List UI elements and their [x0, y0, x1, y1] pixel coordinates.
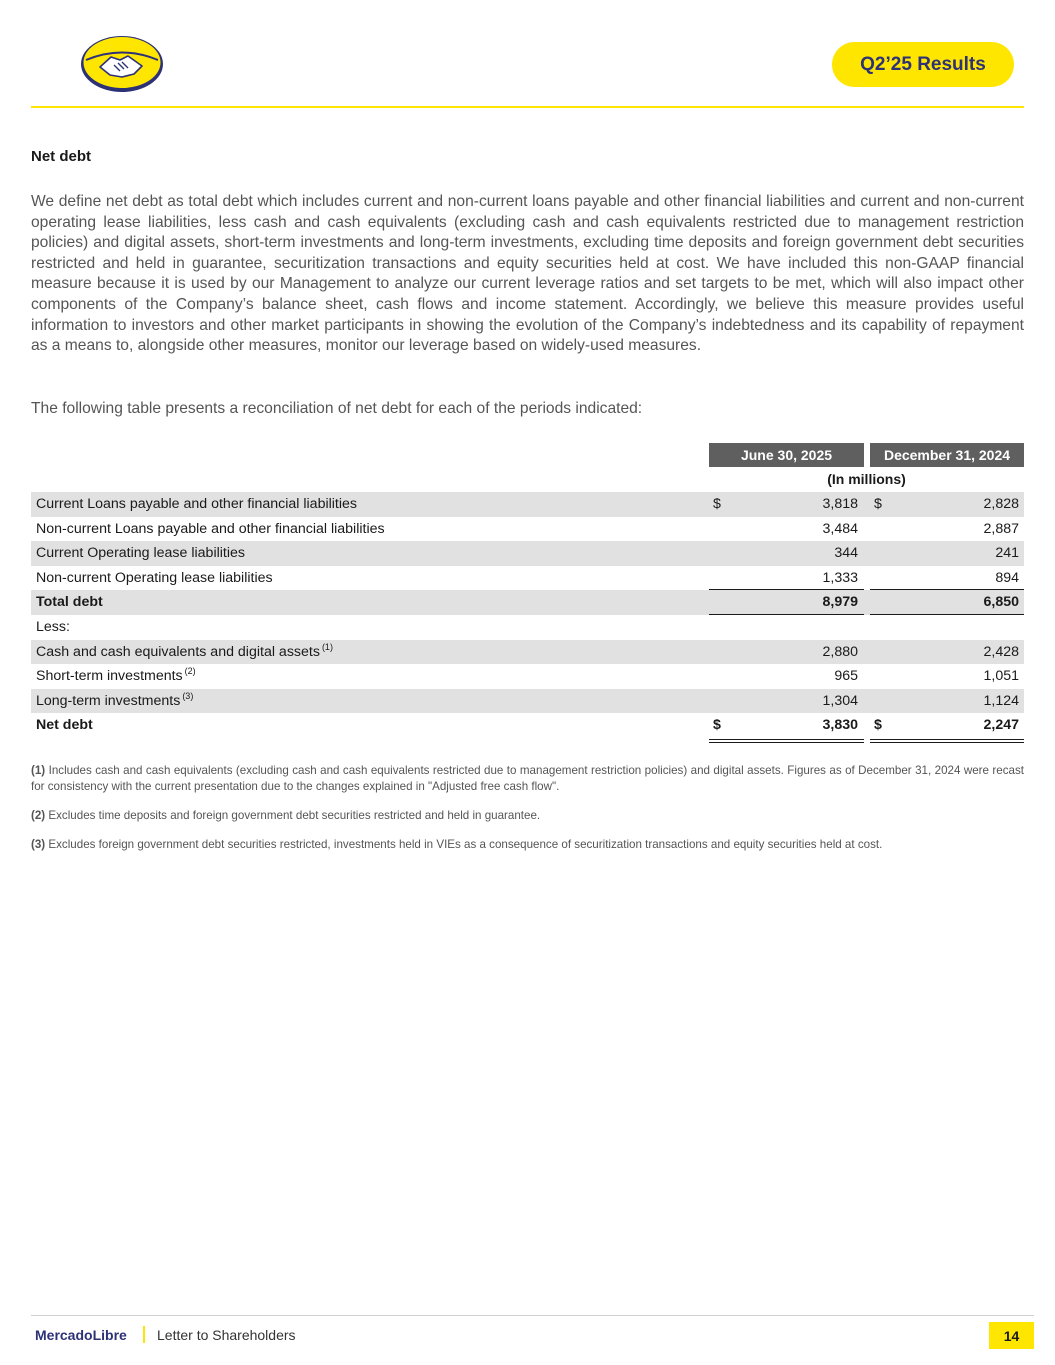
table-row — [31, 541, 1024, 566]
double-underline — [870, 742, 1024, 743]
header-divider — [31, 106, 1024, 108]
table-row — [31, 664, 1024, 689]
table-row — [31, 689, 1024, 714]
mercadolibre-logo-handshake-icon — [78, 33, 166, 95]
currency-symbol: $ — [713, 717, 721, 734]
value-june-2025: 2,880 — [822, 643, 858, 660]
row-label-text: Long-term investments — [36, 692, 181, 709]
double-underline — [709, 742, 864, 743]
value-june-2025: 3,484 — [822, 520, 858, 537]
value-june-2025: 8,979 — [822, 594, 858, 611]
definition-paragraph: We define net debt as total debt which includes current and non-current loans payable and other financial liabilities and current and non-current operating lease liabilities, less cash and cash equivalents (excluding cash and cash equivalents restricted due to management restriction policies) and digital assets, short-term investments and long-term investments, excluding time deposits and foreign government debt securities restricted and held in guarantee, securitization transactions and equity securities held at cost. We have included this non-GAAP financial measure because it is used by our Management to analyze our current leverage ratios and set targets to be met, which will also impact other components of the Company’s balance sheet, cash flows and income statement. Accordingly, we believe this measure provides useful information to investors and other market participants in showing the evolution of the Company’s indebtedness and its capability of repayment as a means to, alongside other measures, monitor our leverage based on widely-used measures. — [31, 193, 1024, 355]
row-label: Total debt — [36, 594, 103, 611]
currency-symbol: $ — [874, 496, 882, 512]
row-label: Non-current Operating lease liabilities — [36, 569, 273, 586]
row-label — [36, 641, 333, 660]
footer-divider — [31, 1315, 1034, 1316]
value-december-2024: 894 — [995, 569, 1019, 586]
footnote-text: Excludes foreign government debt securities restricted, investments held in VIEs as a consequence of securitization transactions and equity securities held at cost. — [48, 838, 883, 851]
table-row — [31, 615, 1024, 640]
table-row — [31, 566, 1024, 591]
value-december-2024: 2,828 — [983, 496, 1019, 512]
value-june-2025: 965 — [834, 668, 858, 685]
footnote-2 — [31, 808, 1024, 824]
footnote-text: Includes cash and cash equivalents (excluding cash and cash equivalents restricted due to management restriction policies) and digital assets. Figures as of December 31, 2024 were recast for consistency with the current presentation due to the changes explained in "Adjusted free cash flow". — [31, 764, 1024, 793]
value-june-2025: 1,333 — [822, 569, 858, 586]
footnote-marker: (3) — [182, 690, 194, 701]
footnote-1 — [31, 763, 1024, 795]
footer-document-title: Letter to Shareholders — [157, 1327, 296, 1343]
value-december-2024: 2,887 — [983, 520, 1019, 537]
table-row-net-debt — [31, 713, 1024, 738]
page-number: 14 — [989, 1322, 1034, 1349]
row-label: Current Operating lease liabilities — [36, 545, 245, 562]
footer-separator — [143, 1326, 145, 1343]
value-june-2025: 3,818 — [822, 496, 858, 512]
table-row — [31, 492, 1024, 517]
row-label — [36, 690, 194, 709]
section-title: Net debt — [31, 148, 91, 165]
footnote-3 — [31, 837, 1024, 853]
double-underline — [870, 739, 1024, 740]
value-june-2025: 344 — [834, 545, 858, 562]
table-column-headers — [31, 443, 1024, 467]
footnote-marker: (1) — [321, 641, 333, 652]
value-december-2024: 241 — [995, 545, 1019, 562]
currency-symbol: $ — [874, 717, 882, 734]
row-label: Non-current Loans payable and other financial liabilities — [36, 520, 385, 537]
footnote-marker: (3) — [31, 838, 46, 851]
row-label — [36, 668, 196, 684]
row-label: Net debt — [36, 717, 93, 734]
footnote-marker: (2) — [184, 666, 196, 677]
double-underline — [709, 739, 864, 740]
table-row — [31, 517, 1024, 542]
table-row-total-debt — [31, 590, 1024, 615]
currency-symbol: $ — [713, 496, 721, 512]
value-december-2024: 2,247 — [983, 717, 1019, 734]
footer-brand: MercadoLibre — [35, 1327, 127, 1343]
row-label: Less: — [36, 618, 70, 635]
value-june-2025: 3,830 — [822, 717, 858, 734]
value-december-2024: 2,428 — [983, 643, 1019, 660]
column-header-december-2024: December 31, 2024 — [870, 443, 1024, 467]
footnotes — [31, 763, 1024, 866]
footnote-marker: (1) — [31, 764, 46, 777]
value-december-2024: 1,124 — [983, 692, 1019, 709]
row-label: Current Loans payable and other financial liabilities — [36, 496, 357, 512]
value-june-2025: 1,304 — [822, 692, 858, 709]
footnote-marker: (2) — [31, 809, 46, 822]
value-december-2024: 6,850 — [983, 594, 1019, 611]
table-row — [31, 640, 1024, 665]
intro-paragraph: The following table presents a reconciliation of net debt for each of the periods indicated: — [31, 400, 643, 417]
net-debt-table — [31, 443, 1024, 738]
footnote-text: Excludes time deposits and foreign government debt securities restricted and held in guarantee. — [48, 809, 541, 822]
quarter-badge: Q2’25 Results — [832, 42, 1014, 87]
value-december-2024: 1,051 — [983, 668, 1019, 685]
row-label-text: Short-term investments — [36, 668, 183, 685]
row-label-text: Cash and cash equivalents and digital assets — [36, 643, 320, 660]
column-header-june-2025: June 30, 2025 — [709, 443, 864, 467]
table-units: (In millions) — [827, 471, 906, 487]
